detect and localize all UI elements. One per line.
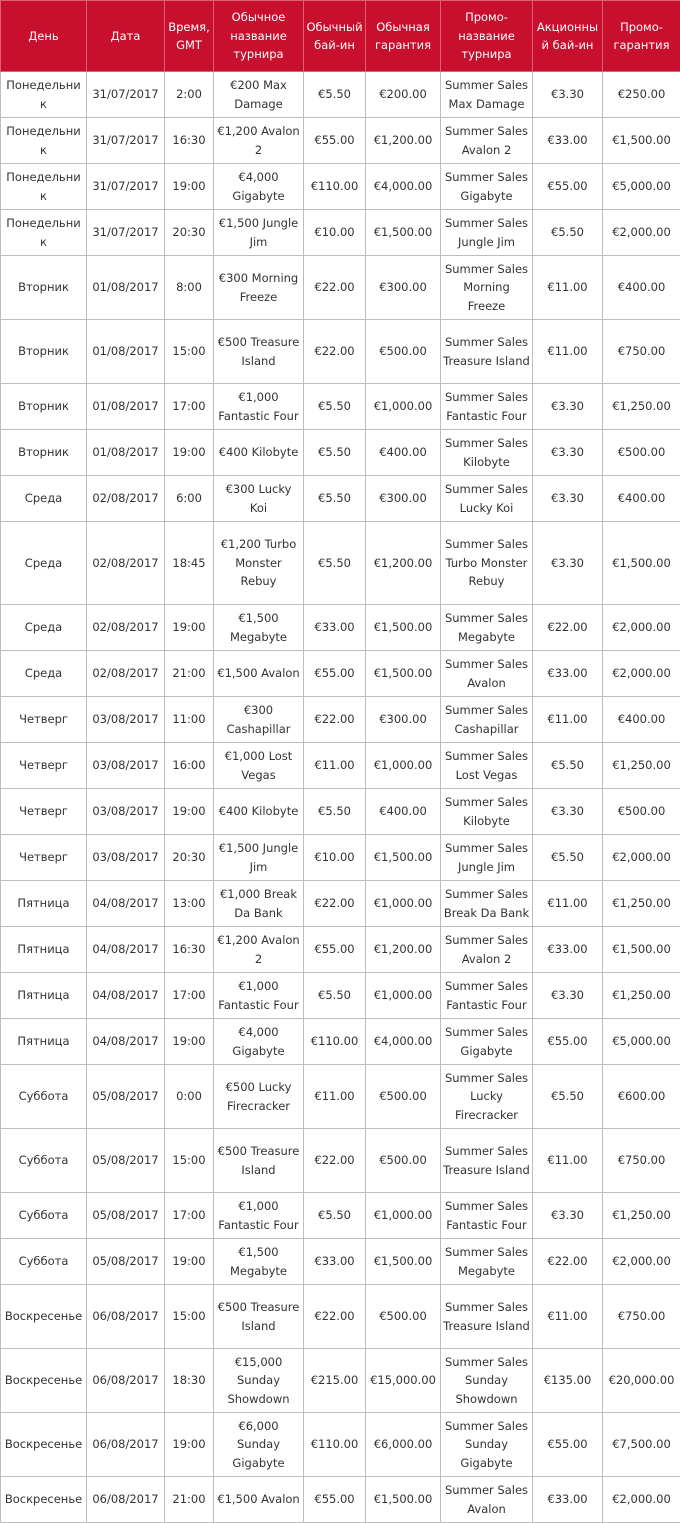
day-cell: Суббота [1, 1239, 87, 1285]
day-cell: Среда [1, 476, 87, 522]
promo-name-cell: Summer Sales Morning Freeze [441, 256, 533, 320]
regular-buyin-cell: €5.50 [304, 1193, 366, 1239]
promo-name-cell: Summer Sales Gigabyte [441, 1019, 533, 1065]
regular-name-cell: €300 Morning Freeze [214, 256, 304, 320]
promo-buyin-cell: €55.00 [533, 1019, 603, 1065]
promo-buyin-cell: €11.00 [533, 320, 603, 384]
promo-guarantee-cell: €1,500.00 [603, 927, 680, 973]
regular-name-cell: €1,000 Break Da Bank [214, 881, 304, 927]
time-cell: 19:00 [165, 430, 214, 476]
day-cell: Вторник [1, 384, 87, 430]
regular-name-cell: €1,500 Megabyte [214, 1239, 304, 1285]
regular-buyin-cell: €11.00 [304, 743, 366, 789]
regular-guarantee-cell: €1,000.00 [366, 384, 441, 430]
promo-name-cell: Summer Sales Lost Vegas [441, 743, 533, 789]
promo-name-cell: Summer Sales Treasure Island [441, 1129, 533, 1193]
header-time: Время, GMT [165, 1, 214, 72]
table-row [1, 1019, 680, 1065]
promo-name-cell: Summer Sales Megabyte [441, 1239, 533, 1285]
regular-buyin-cell: €22.00 [304, 881, 366, 927]
promo-buyin-cell: €33.00 [533, 651, 603, 697]
date-cell: 05/08/2017 [87, 1239, 165, 1285]
regular-guarantee-cell: €1,000.00 [366, 973, 441, 1019]
promo-guarantee-cell: €1,250.00 [603, 881, 680, 927]
day-cell: Четверг [1, 697, 87, 743]
regular-guarantee-cell: €500.00 [366, 320, 441, 384]
promo-buyin-cell: €3.30 [533, 476, 603, 522]
regular-buyin-cell: €55.00 [304, 1477, 366, 1523]
regular-guarantee-cell: €300.00 [366, 697, 441, 743]
table-row [1, 881, 680, 927]
table-row [1, 72, 680, 118]
regular-name-cell: €300 Cashapillar [214, 697, 304, 743]
promo-buyin-cell: €11.00 [533, 881, 603, 927]
promo-buyin-cell: €3.30 [533, 430, 603, 476]
date-cell: 04/08/2017 [87, 1019, 165, 1065]
regular-name-cell: €1,500 Megabyte [214, 605, 304, 651]
promo-name-cell: Summer Sales Kilobyte [441, 789, 533, 835]
promo-name-cell: Summer Sales Sunday Showdown [441, 1349, 533, 1413]
regular-buyin-cell: €10.00 [304, 210, 366, 256]
table-row [1, 384, 680, 430]
day-cell: Вторник [1, 256, 87, 320]
date-cell: 06/08/2017 [87, 1413, 165, 1477]
promo-guarantee-cell: €750.00 [603, 1129, 680, 1193]
header-regular-guarantee: Обычная гарантия [366, 1, 441, 72]
regular-name-cell: €15,000 Sunday Showdown [214, 1349, 304, 1413]
regular-buyin-cell: €110.00 [304, 1019, 366, 1065]
promo-name-cell: Summer Sales Lucky Koi [441, 476, 533, 522]
day-cell: Среда [1, 605, 87, 651]
promo-name-cell: Summer Sales Treasure Island [441, 320, 533, 384]
promo-guarantee-cell: €400.00 [603, 697, 680, 743]
table-row [1, 476, 680, 522]
table-body [1, 72, 680, 1523]
time-cell: 11:00 [165, 697, 214, 743]
promo-buyin-cell: €3.30 [533, 789, 603, 835]
regular-buyin-cell: €22.00 [304, 256, 366, 320]
promo-name-cell: Summer Sales Jungle Jim [441, 210, 533, 256]
promo-buyin-cell: €33.00 [533, 927, 603, 973]
regular-buyin-cell: €5.50 [304, 789, 366, 835]
day-cell: Понедельник [1, 118, 87, 164]
promo-name-cell: Summer Sales Max Damage [441, 72, 533, 118]
promo-guarantee-cell: €2,000.00 [603, 210, 680, 256]
table-row [1, 835, 680, 881]
promo-guarantee-cell: €2,000.00 [603, 835, 680, 881]
time-cell: 18:45 [165, 522, 214, 605]
regular-guarantee-cell: €4,000.00 [366, 1019, 441, 1065]
regular-guarantee-cell: €500.00 [366, 1065, 441, 1129]
table-row [1, 1193, 680, 1239]
regular-buyin-cell: €5.50 [304, 384, 366, 430]
date-cell: 31/07/2017 [87, 210, 165, 256]
regular-guarantee-cell: €1,200.00 [366, 522, 441, 605]
promo-name-cell: Summer Sales Treasure Island [441, 1285, 533, 1349]
table-row [1, 789, 680, 835]
promo-name-cell: Summer Sales Avalon 2 [441, 118, 533, 164]
day-cell: Воскресенье [1, 1413, 87, 1477]
day-cell: Среда [1, 651, 87, 697]
regular-buyin-cell: €110.00 [304, 164, 366, 210]
date-cell: 05/08/2017 [87, 1129, 165, 1193]
promo-guarantee-cell: €250.00 [603, 72, 680, 118]
promo-name-cell: Summer Sales Megabyte [441, 605, 533, 651]
promo-guarantee-cell: €400.00 [603, 476, 680, 522]
promo-name-cell: Summer Sales Avalon 2 [441, 927, 533, 973]
regular-buyin-cell: €215.00 [304, 1349, 366, 1413]
promo-buyin-cell: €5.50 [533, 210, 603, 256]
promo-buyin-cell: €55.00 [533, 164, 603, 210]
regular-name-cell: €500 Treasure Island [214, 1285, 304, 1349]
header-regular-buyin: Обычный бай-ин [304, 1, 366, 72]
table-row [1, 1239, 680, 1285]
date-cell: 01/08/2017 [87, 384, 165, 430]
promo-guarantee-cell: €5,000.00 [603, 164, 680, 210]
regular-buyin-cell: €5.50 [304, 522, 366, 605]
table-row [1, 927, 680, 973]
promo-guarantee-cell: €1,250.00 [603, 743, 680, 789]
promo-guarantee-cell: €500.00 [603, 789, 680, 835]
promo-name-cell: Summer Sales Fantastic Four [441, 973, 533, 1019]
promo-buyin-cell: €33.00 [533, 118, 603, 164]
regular-buyin-cell: €110.00 [304, 1413, 366, 1477]
promo-name-cell: Summer Sales Kilobyte [441, 430, 533, 476]
promo-buyin-cell: €3.30 [533, 384, 603, 430]
date-cell: 31/07/2017 [87, 164, 165, 210]
promo-buyin-cell: €11.00 [533, 1285, 603, 1349]
time-cell: 15:00 [165, 1285, 214, 1349]
time-cell: 19:00 [165, 789, 214, 835]
regular-name-cell: €1,500 Jungle Jim [214, 210, 304, 256]
promo-buyin-cell: €55.00 [533, 1413, 603, 1477]
date-cell: 05/08/2017 [87, 1065, 165, 1129]
regular-guarantee-cell: €1,200.00 [366, 118, 441, 164]
time-cell: 13:00 [165, 881, 214, 927]
regular-buyin-cell: €22.00 [304, 320, 366, 384]
table-row [1, 430, 680, 476]
regular-guarantee-cell: €1,500.00 [366, 835, 441, 881]
promo-name-cell: Summer Sales Avalon [441, 1477, 533, 1523]
table-row [1, 164, 680, 210]
day-cell: Пятница [1, 1019, 87, 1065]
day-cell: Воскресенье [1, 1285, 87, 1349]
promo-name-cell: Summer Sales Fantastic Four [441, 1193, 533, 1239]
promo-guarantee-cell: €1,250.00 [603, 973, 680, 1019]
regular-buyin-cell: €22.00 [304, 1129, 366, 1193]
time-cell: 19:00 [165, 1019, 214, 1065]
date-cell: 02/08/2017 [87, 522, 165, 605]
regular-guarantee-cell: €200.00 [366, 72, 441, 118]
day-cell: Суббота [1, 1065, 87, 1129]
date-cell: 03/08/2017 [87, 697, 165, 743]
regular-name-cell: €500 Treasure Island [214, 320, 304, 384]
promo-guarantee-cell: €1,500.00 [603, 522, 680, 605]
promo-guarantee-cell: €2,000.00 [603, 651, 680, 697]
date-cell: 01/08/2017 [87, 320, 165, 384]
regular-buyin-cell: €10.00 [304, 835, 366, 881]
promo-guarantee-cell: €2,000.00 [603, 1239, 680, 1285]
day-cell: Четверг [1, 835, 87, 881]
date-cell: 01/08/2017 [87, 430, 165, 476]
promo-buyin-cell: €5.50 [533, 835, 603, 881]
regular-guarantee-cell: €1,000.00 [366, 743, 441, 789]
day-cell: Вторник [1, 320, 87, 384]
regular-buyin-cell: €55.00 [304, 651, 366, 697]
regular-name-cell: €1,000 Fantastic Four [214, 1193, 304, 1239]
time-cell: 2:00 [165, 72, 214, 118]
promo-guarantee-cell: €1,500.00 [603, 118, 680, 164]
date-cell: 06/08/2017 [87, 1477, 165, 1523]
table-row [1, 973, 680, 1019]
table-row [1, 1129, 680, 1193]
regular-buyin-cell: €55.00 [304, 927, 366, 973]
date-cell: 03/08/2017 [87, 835, 165, 881]
regular-guarantee-cell: €500.00 [366, 1285, 441, 1349]
time-cell: 16:30 [165, 927, 214, 973]
regular-buyin-cell: €5.50 [304, 430, 366, 476]
time-cell: 16:00 [165, 743, 214, 789]
promo-buyin-cell: €3.30 [533, 72, 603, 118]
regular-name-cell: €6,000 Sunday Gigabyte [214, 1413, 304, 1477]
promo-guarantee-cell: €750.00 [603, 1285, 680, 1349]
promo-guarantee-cell: €2,000.00 [603, 1477, 680, 1523]
regular-guarantee-cell: €400.00 [366, 789, 441, 835]
header-date: Дата [87, 1, 165, 72]
table-row [1, 1477, 680, 1523]
regular-name-cell: €500 Lucky Firecracker [214, 1065, 304, 1129]
regular-buyin-cell: €22.00 [304, 1285, 366, 1349]
date-cell: 31/07/2017 [87, 72, 165, 118]
promo-name-cell: Summer Sales Fantastic Four [441, 384, 533, 430]
promo-name-cell: Summer Sales Gigabyte [441, 164, 533, 210]
time-cell: 19:00 [165, 164, 214, 210]
table-row [1, 743, 680, 789]
regular-guarantee-cell: €6,000.00 [366, 1413, 441, 1477]
promo-guarantee-cell: €1,250.00 [603, 1193, 680, 1239]
regular-guarantee-cell: €1,200.00 [366, 927, 441, 973]
table-row [1, 1285, 680, 1349]
promo-buyin-cell: €135.00 [533, 1349, 603, 1413]
time-cell: 20:30 [165, 835, 214, 881]
date-cell: 04/08/2017 [87, 973, 165, 1019]
table-row [1, 697, 680, 743]
time-cell: 21:00 [165, 651, 214, 697]
day-cell: Суббота [1, 1129, 87, 1193]
promo-name-cell: Summer Sales Sunday Gigabyte [441, 1413, 533, 1477]
date-cell: 31/07/2017 [87, 118, 165, 164]
day-cell: Понедельник [1, 210, 87, 256]
regular-buyin-cell: €5.50 [304, 72, 366, 118]
table-row [1, 605, 680, 651]
time-cell: 8:00 [165, 256, 214, 320]
table-row [1, 118, 680, 164]
time-cell: 0:00 [165, 1065, 214, 1129]
time-cell: 18:30 [165, 1349, 214, 1413]
day-cell: Понедельник [1, 164, 87, 210]
date-cell: 03/08/2017 [87, 789, 165, 835]
promo-guarantee-cell: €400.00 [603, 256, 680, 320]
day-cell: Четверг [1, 743, 87, 789]
time-cell: 16:30 [165, 118, 214, 164]
regular-name-cell: €300 Lucky Koi [214, 476, 304, 522]
day-cell: Среда [1, 522, 87, 605]
time-cell: 6:00 [165, 476, 214, 522]
day-cell: Суббота [1, 1193, 87, 1239]
promo-guarantee-cell: €2,000.00 [603, 605, 680, 651]
regular-guarantee-cell: €1,500.00 [366, 210, 441, 256]
promo-buyin-cell: €33.00 [533, 1477, 603, 1523]
promo-guarantee-cell: €5,000.00 [603, 1019, 680, 1065]
table-row [1, 1065, 680, 1129]
promo-name-cell: Summer Sales Lucky Firecracker [441, 1065, 533, 1129]
time-cell: 17:00 [165, 973, 214, 1019]
promo-name-cell: Summer Sales Turbo Monster Rebuy [441, 522, 533, 605]
promo-buyin-cell: €11.00 [533, 697, 603, 743]
table-row [1, 522, 680, 605]
table-row [1, 320, 680, 384]
header-promo-name: Промо-название турнира [441, 1, 533, 72]
table-row [1, 1349, 680, 1413]
regular-buyin-cell: €33.00 [304, 1239, 366, 1285]
date-cell: 04/08/2017 [87, 881, 165, 927]
regular-guarantee-cell: €15,000.00 [366, 1349, 441, 1413]
time-cell: 20:30 [165, 210, 214, 256]
promo-name-cell: Summer Sales Cashapillar [441, 697, 533, 743]
date-cell: 02/08/2017 [87, 605, 165, 651]
regular-buyin-cell: €11.00 [304, 1065, 366, 1129]
promo-guarantee-cell: €1,250.00 [603, 384, 680, 430]
regular-buyin-cell: €55.00 [304, 118, 366, 164]
date-cell: 02/08/2017 [87, 651, 165, 697]
regular-guarantee-cell: €500.00 [366, 1129, 441, 1193]
day-cell: Воскресенье [1, 1477, 87, 1523]
day-cell: Вторник [1, 430, 87, 476]
promo-buyin-cell: €22.00 [533, 1239, 603, 1285]
time-cell: 19:00 [165, 1239, 214, 1285]
regular-name-cell: €500 Treasure Island [214, 1129, 304, 1193]
promo-buyin-cell: €3.30 [533, 973, 603, 1019]
promo-buyin-cell: €3.30 [533, 522, 603, 605]
regular-name-cell: €4,000 Gigabyte [214, 164, 304, 210]
regular-name-cell: €1,000 Fantastic Four [214, 973, 304, 1019]
promo-buyin-cell: €5.50 [533, 743, 603, 789]
day-cell: Понедельник [1, 72, 87, 118]
regular-buyin-cell: €5.50 [304, 476, 366, 522]
promo-guarantee-cell: €7,500.00 [603, 1413, 680, 1477]
regular-name-cell: €1,500 Avalon [214, 651, 304, 697]
time-cell: 17:00 [165, 1193, 214, 1239]
header-row [1, 1, 680, 72]
regular-name-cell: €400 Kilobyte [214, 789, 304, 835]
time-cell: 15:00 [165, 1129, 214, 1193]
regular-buyin-cell: €5.50 [304, 973, 366, 1019]
regular-guarantee-cell: €4,000.00 [366, 164, 441, 210]
table-row [1, 1413, 680, 1477]
time-cell: 19:00 [165, 1413, 214, 1477]
header-promo-guarantee: Промо-гарантия [603, 1, 680, 72]
date-cell: 04/08/2017 [87, 927, 165, 973]
regular-guarantee-cell: €1,000.00 [366, 881, 441, 927]
promo-guarantee-cell: €500.00 [603, 430, 680, 476]
promo-buyin-cell: €5.50 [533, 1065, 603, 1129]
promo-name-cell: Summer Sales Avalon [441, 651, 533, 697]
regular-guarantee-cell: €1,500.00 [366, 1477, 441, 1523]
promo-buyin-cell: €3.30 [533, 1193, 603, 1239]
promo-buyin-cell: €11.00 [533, 256, 603, 320]
regular-name-cell: €1,200 Turbo Monster Rebuy [214, 522, 304, 605]
regular-name-cell: €1,000 Lost Vegas [214, 743, 304, 789]
promo-guarantee-cell: €20,000.00 [603, 1349, 680, 1413]
header-day: День [1, 1, 87, 72]
header-regular-name: Обычное название турнира [214, 1, 304, 72]
day-cell: Пятница [1, 973, 87, 1019]
promo-guarantee-cell: €750.00 [603, 320, 680, 384]
regular-guarantee-cell: €400.00 [366, 430, 441, 476]
regular-guarantee-cell: €300.00 [366, 256, 441, 320]
date-cell: 06/08/2017 [87, 1285, 165, 1349]
regular-name-cell: €1,500 Avalon [214, 1477, 304, 1523]
promo-buyin-cell: €11.00 [533, 1129, 603, 1193]
regular-name-cell: €1,500 Jungle Jim [214, 835, 304, 881]
date-cell: 01/08/2017 [87, 256, 165, 320]
time-cell: 17:00 [165, 384, 214, 430]
table-row [1, 210, 680, 256]
regular-guarantee-cell: €1,500.00 [366, 1239, 441, 1285]
regular-name-cell: €1,000 Fantastic Four [214, 384, 304, 430]
day-cell: Воскресенье [1, 1349, 87, 1413]
promo-name-cell: Summer Sales Jungle Jim [441, 835, 533, 881]
time-cell: 15:00 [165, 320, 214, 384]
date-cell: 06/08/2017 [87, 1349, 165, 1413]
regular-name-cell: €1,200 Avalon 2 [214, 927, 304, 973]
promo-guarantee-cell: €600.00 [603, 1065, 680, 1129]
day-cell: Пятница [1, 881, 87, 927]
table-row [1, 256, 680, 320]
regular-buyin-cell: €22.00 [304, 697, 366, 743]
regular-name-cell: €4,000 Gigabyte [214, 1019, 304, 1065]
regular-name-cell: €400 Kilobyte [214, 430, 304, 476]
date-cell: 05/08/2017 [87, 1193, 165, 1239]
day-cell: Четверг [1, 789, 87, 835]
regular-guarantee-cell: €300.00 [366, 476, 441, 522]
date-cell: 02/08/2017 [87, 476, 165, 522]
regular-name-cell: €1,200 Avalon 2 [214, 118, 304, 164]
regular-guarantee-cell: €1,000.00 [366, 1193, 441, 1239]
time-cell: 19:00 [165, 605, 214, 651]
table-row [1, 651, 680, 697]
regular-guarantee-cell: €1,500.00 [366, 651, 441, 697]
header-promo-buyin: Акционный бай-ин [533, 1, 603, 72]
date-cell: 03/08/2017 [87, 743, 165, 789]
regular-buyin-cell: €33.00 [304, 605, 366, 651]
regular-guarantee-cell: €1,500.00 [366, 605, 441, 651]
promo-buyin-cell: €22.00 [533, 605, 603, 651]
time-cell: 21:00 [165, 1477, 214, 1523]
regular-name-cell: €200 Max Damage [214, 72, 304, 118]
promo-name-cell: Summer Sales Break Da Bank [441, 881, 533, 927]
day-cell: Пятница [1, 927, 87, 973]
